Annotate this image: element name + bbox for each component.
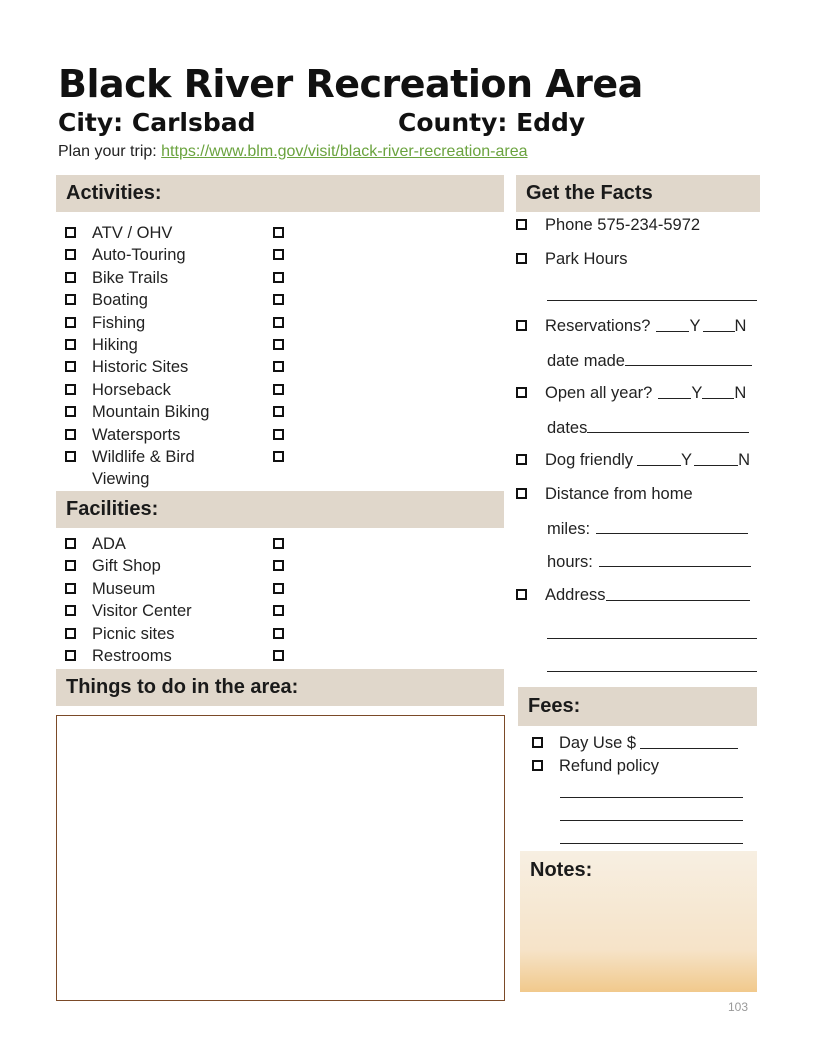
no-label: N	[738, 451, 750, 469]
checkbox[interactable]	[65, 294, 76, 305]
activity-label: Wildlife & Bird Viewing	[92, 447, 195, 489]
plan-trip-link[interactable]: https://www.blm.gov/visit/black-river-recreation-area	[161, 143, 528, 160]
checkbox[interactable]	[65, 361, 76, 372]
miles-line[interactable]	[596, 519, 748, 534]
checkbox[interactable]	[273, 538, 284, 549]
checkbox[interactable]	[273, 429, 284, 440]
yes-label: Y	[691, 384, 703, 402]
address-row	[516, 586, 750, 605]
checkbox[interactable]	[273, 384, 284, 395]
list-item	[65, 645, 192, 667]
checkbox[interactable]	[273, 628, 284, 639]
checkbox[interactable]	[273, 294, 284, 305]
hours-row	[547, 552, 751, 572]
refund-line-2[interactable]	[560, 806, 743, 821]
checkbox[interactable]	[532, 737, 543, 748]
checkbox[interactable]	[65, 406, 76, 417]
phone-text: Phone 575-234-5972	[545, 216, 701, 234]
reservations-label: Reservations?	[545, 317, 651, 335]
date-made-label: date made	[547, 352, 625, 370]
checkbox[interactable]	[273, 317, 284, 328]
day-use-label: Day Use $	[559, 734, 637, 752]
page-number: 103	[728, 1000, 749, 1014]
list-item	[65, 334, 212, 356]
list-item	[65, 289, 212, 311]
notes-title: Notes:	[530, 859, 593, 881]
checkbox[interactable]	[65, 451, 76, 462]
dates-row	[547, 418, 749, 438]
hours-label: hours:	[547, 553, 593, 571]
facility-label: Picnic sites	[92, 624, 175, 643]
dates-label: dates	[547, 419, 588, 437]
list-item	[65, 555, 192, 577]
activity-label: Mountain Biking	[92, 403, 210, 422]
no-label: N	[734, 317, 747, 335]
things-header: Things to do in the area:	[56, 669, 504, 706]
list-item	[65, 222, 212, 244]
dog-no-line[interactable]	[694, 451, 738, 466]
date-made-row	[547, 351, 752, 371]
facilities-list	[65, 533, 192, 667]
list-item	[65, 401, 212, 423]
checkbox[interactable]	[273, 361, 284, 372]
checkbox[interactable]	[65, 538, 76, 549]
things-text-box[interactable]	[56, 715, 505, 1001]
activity-label: Hiking	[92, 335, 138, 354]
distance-label: Distance from home	[545, 485, 693, 503]
checkbox[interactable]	[516, 387, 527, 398]
date-made-line[interactable]	[625, 351, 752, 366]
checkbox[interactable]	[273, 451, 284, 462]
activity-label: Boating	[92, 291, 148, 310]
list-item	[65, 578, 192, 600]
refund-row	[532, 757, 659, 776]
checkbox[interactable]	[65, 429, 76, 440]
county-label: County: Eddy	[398, 108, 586, 137]
list-item	[65, 446, 212, 491]
checkbox[interactable]	[65, 605, 76, 616]
facility-label: Visitor Center	[92, 602, 192, 621]
refund-line-3[interactable]	[560, 829, 743, 844]
park-hours-line[interactable]	[547, 286, 757, 301]
checkbox[interactable]	[273, 605, 284, 616]
list-item	[65, 356, 212, 378]
checkbox[interactable]	[65, 628, 76, 639]
address-line-2[interactable]	[547, 624, 757, 639]
day-use-row	[532, 734, 738, 753]
reservations-no-line[interactable]	[703, 317, 735, 332]
list-item	[65, 424, 212, 446]
yes-label: Y	[689, 317, 701, 335]
open-yes-line[interactable]	[658, 384, 691, 399]
checkbox[interactable]	[273, 583, 284, 594]
checkbox[interactable]	[273, 227, 284, 238]
address-line-1[interactable]	[606, 586, 750, 601]
dog-yes-line[interactable]	[637, 451, 681, 466]
page-title: Black River Recreation Area	[58, 62, 643, 106]
checkbox[interactable]	[65, 272, 76, 283]
park-hours-label: Park Hours	[545, 250, 628, 268]
no-label: N	[734, 384, 747, 402]
address-line-3[interactable]	[547, 657, 757, 672]
activity-label: Auto-Touring	[92, 246, 186, 265]
open-all-year-row	[516, 384, 746, 403]
facilities-extra-checkboxes	[273, 538, 284, 672]
activities-header: Activities:	[56, 175, 504, 212]
list-item	[65, 623, 192, 645]
list-item	[65, 244, 212, 266]
open-no-line[interactable]	[702, 384, 734, 399]
park-hours-row	[516, 250, 628, 269]
facts-header: Get the Facts	[516, 175, 760, 212]
activity-label: Historic Sites	[92, 358, 189, 377]
fees-header: Fees:	[518, 687, 757, 726]
plan-trip-line	[58, 143, 528, 161]
checkbox[interactable]	[273, 406, 284, 417]
activity-label: Watersports	[92, 425, 181, 444]
checkbox[interactable]	[65, 339, 76, 350]
checkbox[interactable]	[273, 339, 284, 350]
checkbox[interactable]	[65, 560, 76, 571]
activities-extra-checkboxes	[273, 227, 284, 473]
reservations-yes-line[interactable]	[656, 317, 689, 332]
activities-list	[65, 222, 212, 491]
checkbox[interactable]	[516, 488, 527, 499]
checkbox[interactable]	[65, 227, 76, 238]
phone-row	[516, 216, 700, 235]
checkbox[interactable]	[516, 589, 527, 600]
hours-line[interactable]	[599, 552, 751, 567]
activity-label: ATV / OHV	[92, 224, 173, 242]
facility-label: Museum	[92, 579, 156, 598]
checkbox[interactable]	[273, 560, 284, 571]
refund-label: Refund policy	[559, 757, 659, 775]
checkbox[interactable]	[65, 317, 76, 328]
reservations-row	[516, 317, 746, 336]
miles-row	[547, 519, 748, 539]
facility-label: ADA	[92, 535, 126, 553]
notes-box[interactable]	[520, 851, 757, 992]
list-item	[65, 379, 212, 401]
list-item	[65, 533, 192, 555]
list-item	[65, 600, 192, 622]
checkbox[interactable]	[65, 249, 76, 260]
day-use-line[interactable]	[640, 734, 738, 749]
dates-line[interactable]	[587, 418, 749, 433]
dog-friendly-label: Dog friendly	[545, 451, 634, 469]
checkbox[interactable]	[532, 760, 543, 771]
checkbox[interactable]	[273, 272, 284, 283]
open-all-year-label: Open all year?	[545, 384, 653, 402]
checkbox[interactable]	[65, 583, 76, 594]
yes-label: Y	[681, 451, 693, 469]
activity-label: Horseback	[92, 380, 171, 399]
checkbox[interactable]	[65, 384, 76, 395]
facilities-header: Facilities:	[56, 491, 504, 528]
facility-label: Gift Shop	[92, 557, 161, 576]
address-label: Address	[545, 586, 606, 604]
activity-label: Bike Trails	[92, 268, 169, 287]
checkbox[interactable]	[516, 219, 527, 230]
checkbox[interactable]	[273, 249, 284, 260]
activity-label: Fishing	[92, 313, 146, 332]
checkbox[interactable]	[516, 454, 527, 465]
checkbox[interactable]	[516, 253, 527, 264]
dog-friendly-row	[516, 451, 750, 470]
list-item	[65, 267, 212, 289]
distance-row	[516, 485, 693, 504]
facility-label: Restrooms	[92, 646, 172, 665]
checkbox[interactable]	[516, 320, 527, 331]
checkbox[interactable]	[65, 650, 76, 661]
list-item	[65, 312, 212, 334]
refund-line-1[interactable]	[560, 783, 743, 798]
plan-trip-label: Plan your trip:	[58, 143, 162, 160]
city-label: City: Carlsbad	[58, 108, 256, 137]
checkbox[interactable]	[273, 650, 284, 661]
miles-label: miles:	[547, 520, 591, 538]
